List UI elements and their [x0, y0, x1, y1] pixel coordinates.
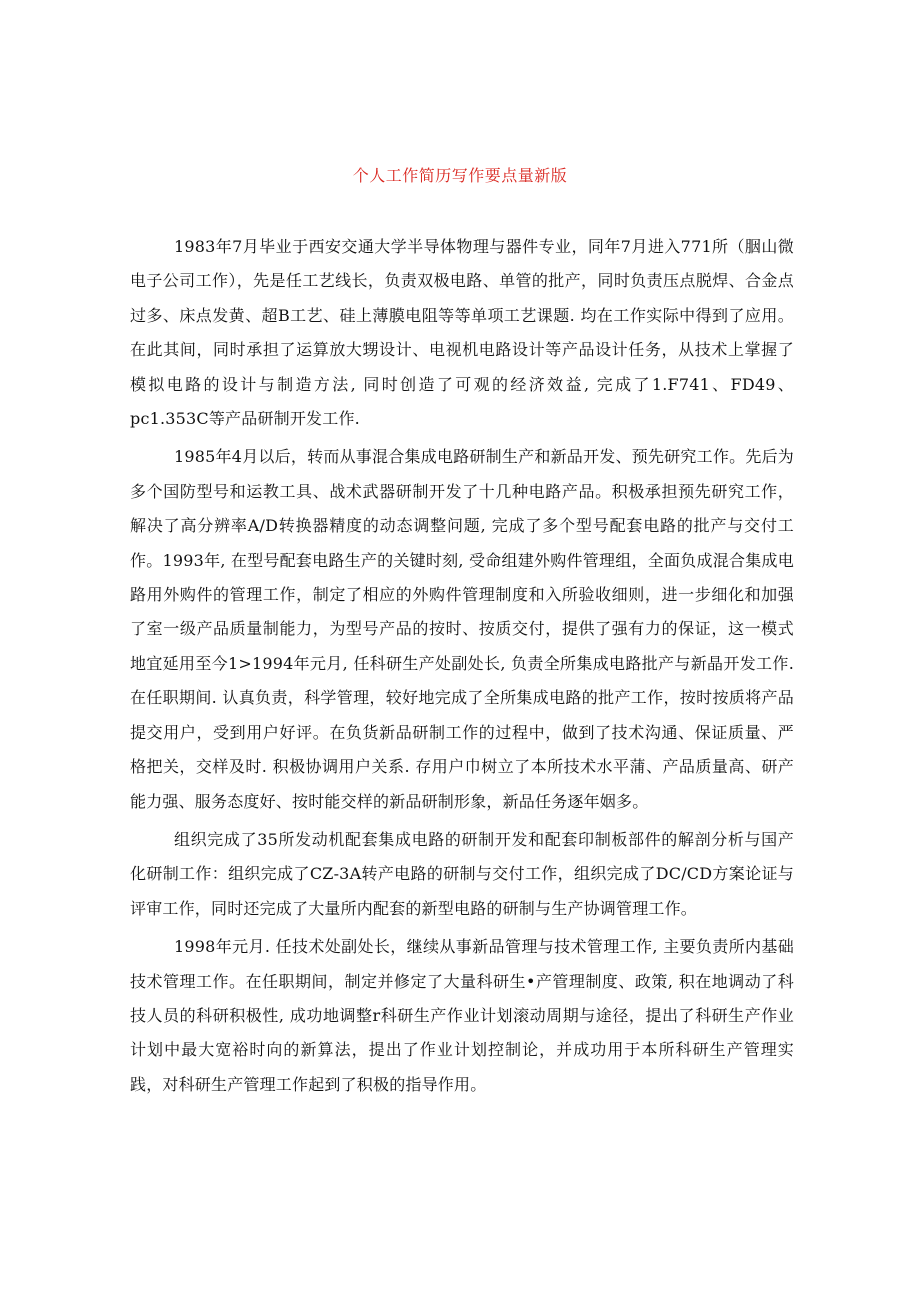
paragraph-1: 1983年7月毕业于西安交通大学半导体物理与器件专业，同年7月进入771所（胭山微电子公司工作），先是任工艺线长，负责双极电路、单管的批产，同时负责压点脱焊、合金点过多、床点发黄、超B工艺、硅上薄膜电阻等等单项工艺课题. 均在工作实际中得到了应用。在此其间，同时承担了运算放大甥设计、电视机电路设计等产品设计任务，从技术上掌握了模拟电路的设计与制造方法, 同时创造了可观的经济效益, 完成了1.F741、FD49、pc1.353C等产品研制开发工作.: [130, 237, 794, 429]
document-title: 个人工作简历写作要点量新版: [352, 166, 568, 185]
paragraph-4: 1998年元月. 任技术处副处长，继续从事新品管理与技术管理工作, 主要负责所内基础技术管理工作。在任职期间，制定并修定了大量科研生•产管理制度、政策, 积在地调动了科技人员的科研积极性, 成功地调整r科研生产作业计划滚动周期与途径，提出了科研生产作业计划中最大宽裕时向的新算法，提出了作业计划控制论，并成功用于本所科研生产管理实践，对科研生产管理工作起到了积极的指导作用。: [130, 937, 794, 1094]
paragraph-2: 1985年4月以后，转而从事混合集成电路研制生产和新品开发、预先研究工作。先后为多个国防型号和运教工具、战术武器研制开发了十几种电路产品。积极承担预先研究工作，解决了高分辨率A/D转换器精度的动态调整问题, 完成了多个型号配套电路的批产与交付工作。1993年, 在型号配套电路生产的关键时刻, 受命组建外购件管理组，全面负成混合集成电路用外购件的管理工作，制定了相应的外购件管理制度和入所验收细则，进一步细化和加强了室一级产品质量制能力，为型号产品的按时、按质交付，提供了强有力的保证，这一模式地宜延用至今1>1994年元月, 任科研生产处副处长, 负责全所集成电路批产与新晶开发工作. 在任职期间. 认真负责，科学管理，较好地完成了全所集成电路的批产工作，按时按质将产品提交用户，受到用户好评。在负货新品研制工作的过程中，做到了技术沟通、保证质量、严格把关，交样及时. 积极协调用户关系. 存用户巾树立了本所技术水平蒲、产品质量高、研产能力强、服务态度好、按时能交样的新品研制形象，新品任务逐年姻多。: [130, 447, 794, 811]
paragraph-3: 组织完成了35所发动机配套集成电路的研制开发和配套印制板部件的解剖分析与国产化研制工作：组织完成了CZ-3A转产电路的研制与交付工作，组织完成了DC/CD方案论证与评审工作，同时还完成了大量所内配套的新型电路的研制与生产协调管理工作。: [130, 829, 794, 918]
document-body: [130, 230, 794, 1106]
